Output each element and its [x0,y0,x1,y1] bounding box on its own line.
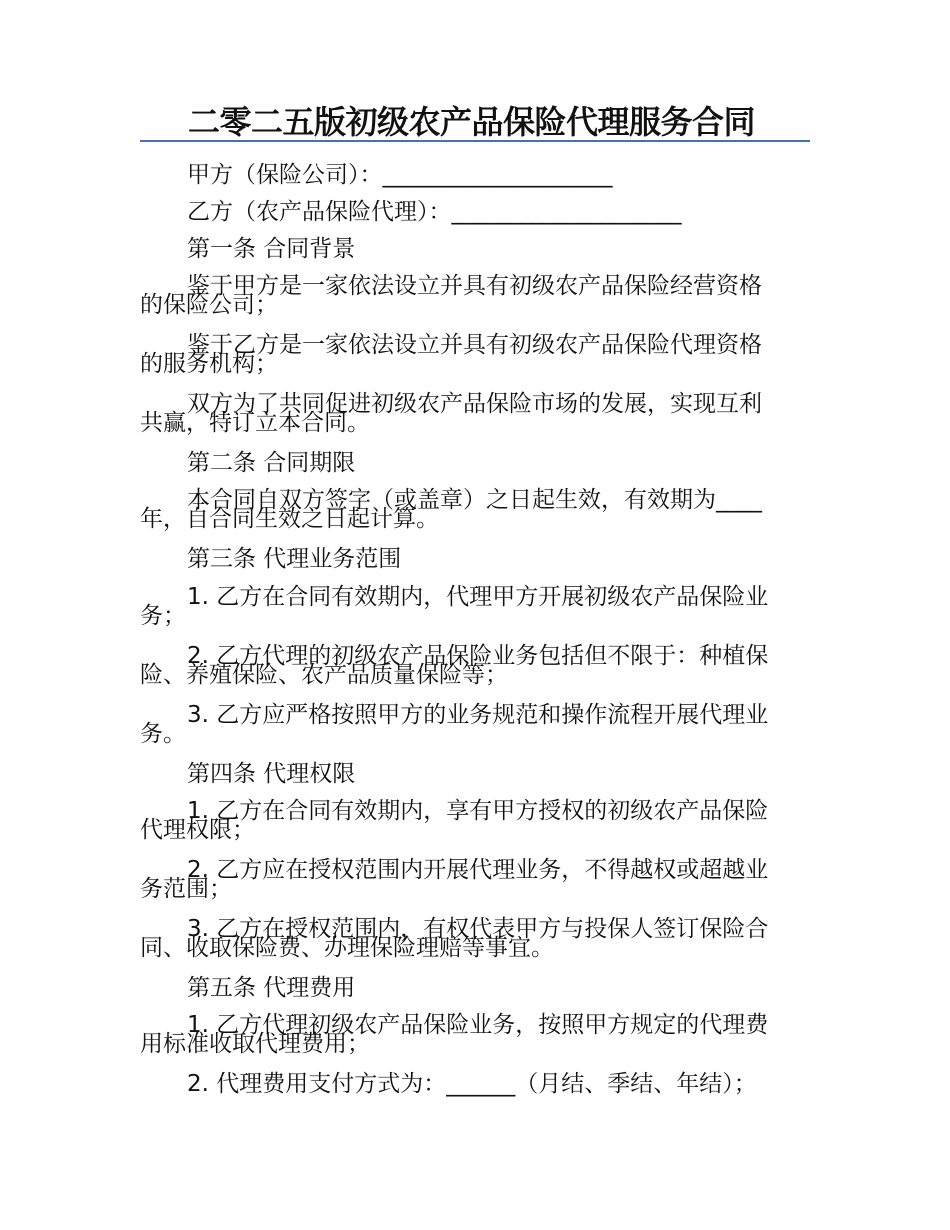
article-5-paragraph-1 [140,1012,810,1057]
paragraph-line: 同、收取保险费、办理保险理赔等事宜。 [140,935,554,961]
paragraph-line: 1. 乙方在合同有效期内，享有甲方授权的初级农产品保险 [187,798,769,824]
article-5-paragraph-2: 2. 代理费用支付方式为：______（月结、季结、年结）； [187,1071,757,1097]
paragraph-line: 务范围； [140,876,232,902]
article-2-paragraph-1 [140,487,810,532]
paragraph-line: 共赢，特订立本合同。 [140,410,370,436]
paragraph-line: 险、养殖保险、农产品质量保险等； [140,662,508,688]
article-3-paragraph-2 [140,643,810,688]
article-2-heading: 第二条 合同期限 [187,450,356,476]
article-3-paragraph-1 [140,584,810,629]
title-block [140,102,810,142]
paragraph-line: 务。 [140,721,186,747]
paragraph-line: 用标准收取代理费用； [140,1031,370,1057]
article-1-paragraph-1 [140,273,810,318]
article-1-paragraph-3 [140,391,810,436]
article-3-heading: 第三条 代理业务范围 [187,546,402,572]
article-1-heading: 第一条 合同背景 [187,236,356,262]
article-4-paragraph-1 [140,798,810,843]
paragraph-line: 鉴于甲方是一家依法设立并具有初级农产品保险经营资格 [187,273,762,299]
paragraph-line: 3. 乙方在授权范围内，有权代表甲方与投保人签订保险合 [187,916,769,942]
paragraph-line: 本合同自双方签字（或盖章）之日起生效，有效期为____ [187,487,762,513]
article-4-paragraph-3 [140,916,810,961]
paragraph-line: 务； [140,603,186,629]
paragraph-line: 代理权限； [140,817,255,843]
paragraph-line: 2. 乙方代理的初级农产品保险业务包括但不限于：种植保 [187,643,769,669]
paragraph-line: 1. 乙方在合同有效期内，代理甲方开展初级农产品保险业 [187,584,769,610]
paragraph-line: 3. 乙方应严格按照甲方的业务规范和操作流程开展代理业 [187,702,769,728]
article-4-heading: 第四条 代理权限 [187,761,356,787]
paragraph-line: 鉴于乙方是一家依法设立并具有初级农产品保险代理资格 [187,332,762,358]
article-1-paragraph-2 [140,332,810,377]
article-4-paragraph-2 [140,857,810,902]
paragraph-line: 1. 乙方代理初级农产品保险业务，按照甲方规定的代理费 [187,1012,769,1038]
party-a-line: 甲方（保险公司）：____________________ [187,162,613,188]
document-title: 二零二五版初级农产品保险代理服务合同 [188,103,756,141]
paragraph-line: 的服务机构； [140,351,278,377]
paragraph-line: 的保险公司； [140,292,278,318]
paragraph-line: 2. 乙方应在授权范围内开展代理业务，不得越权或超越业 [187,857,769,883]
article-5-heading: 第五条 代理费用 [187,975,356,1001]
paragraph-line: 双方为了共同促进初级农产品保险市场的发展，实现互利 [187,391,762,417]
paragraph-line: 年，自合同生效之日起计算。 [140,506,439,532]
party-b-line: 乙方（农产品保险代理）：____________________ [187,199,682,225]
article-3-paragraph-3 [140,702,810,747]
